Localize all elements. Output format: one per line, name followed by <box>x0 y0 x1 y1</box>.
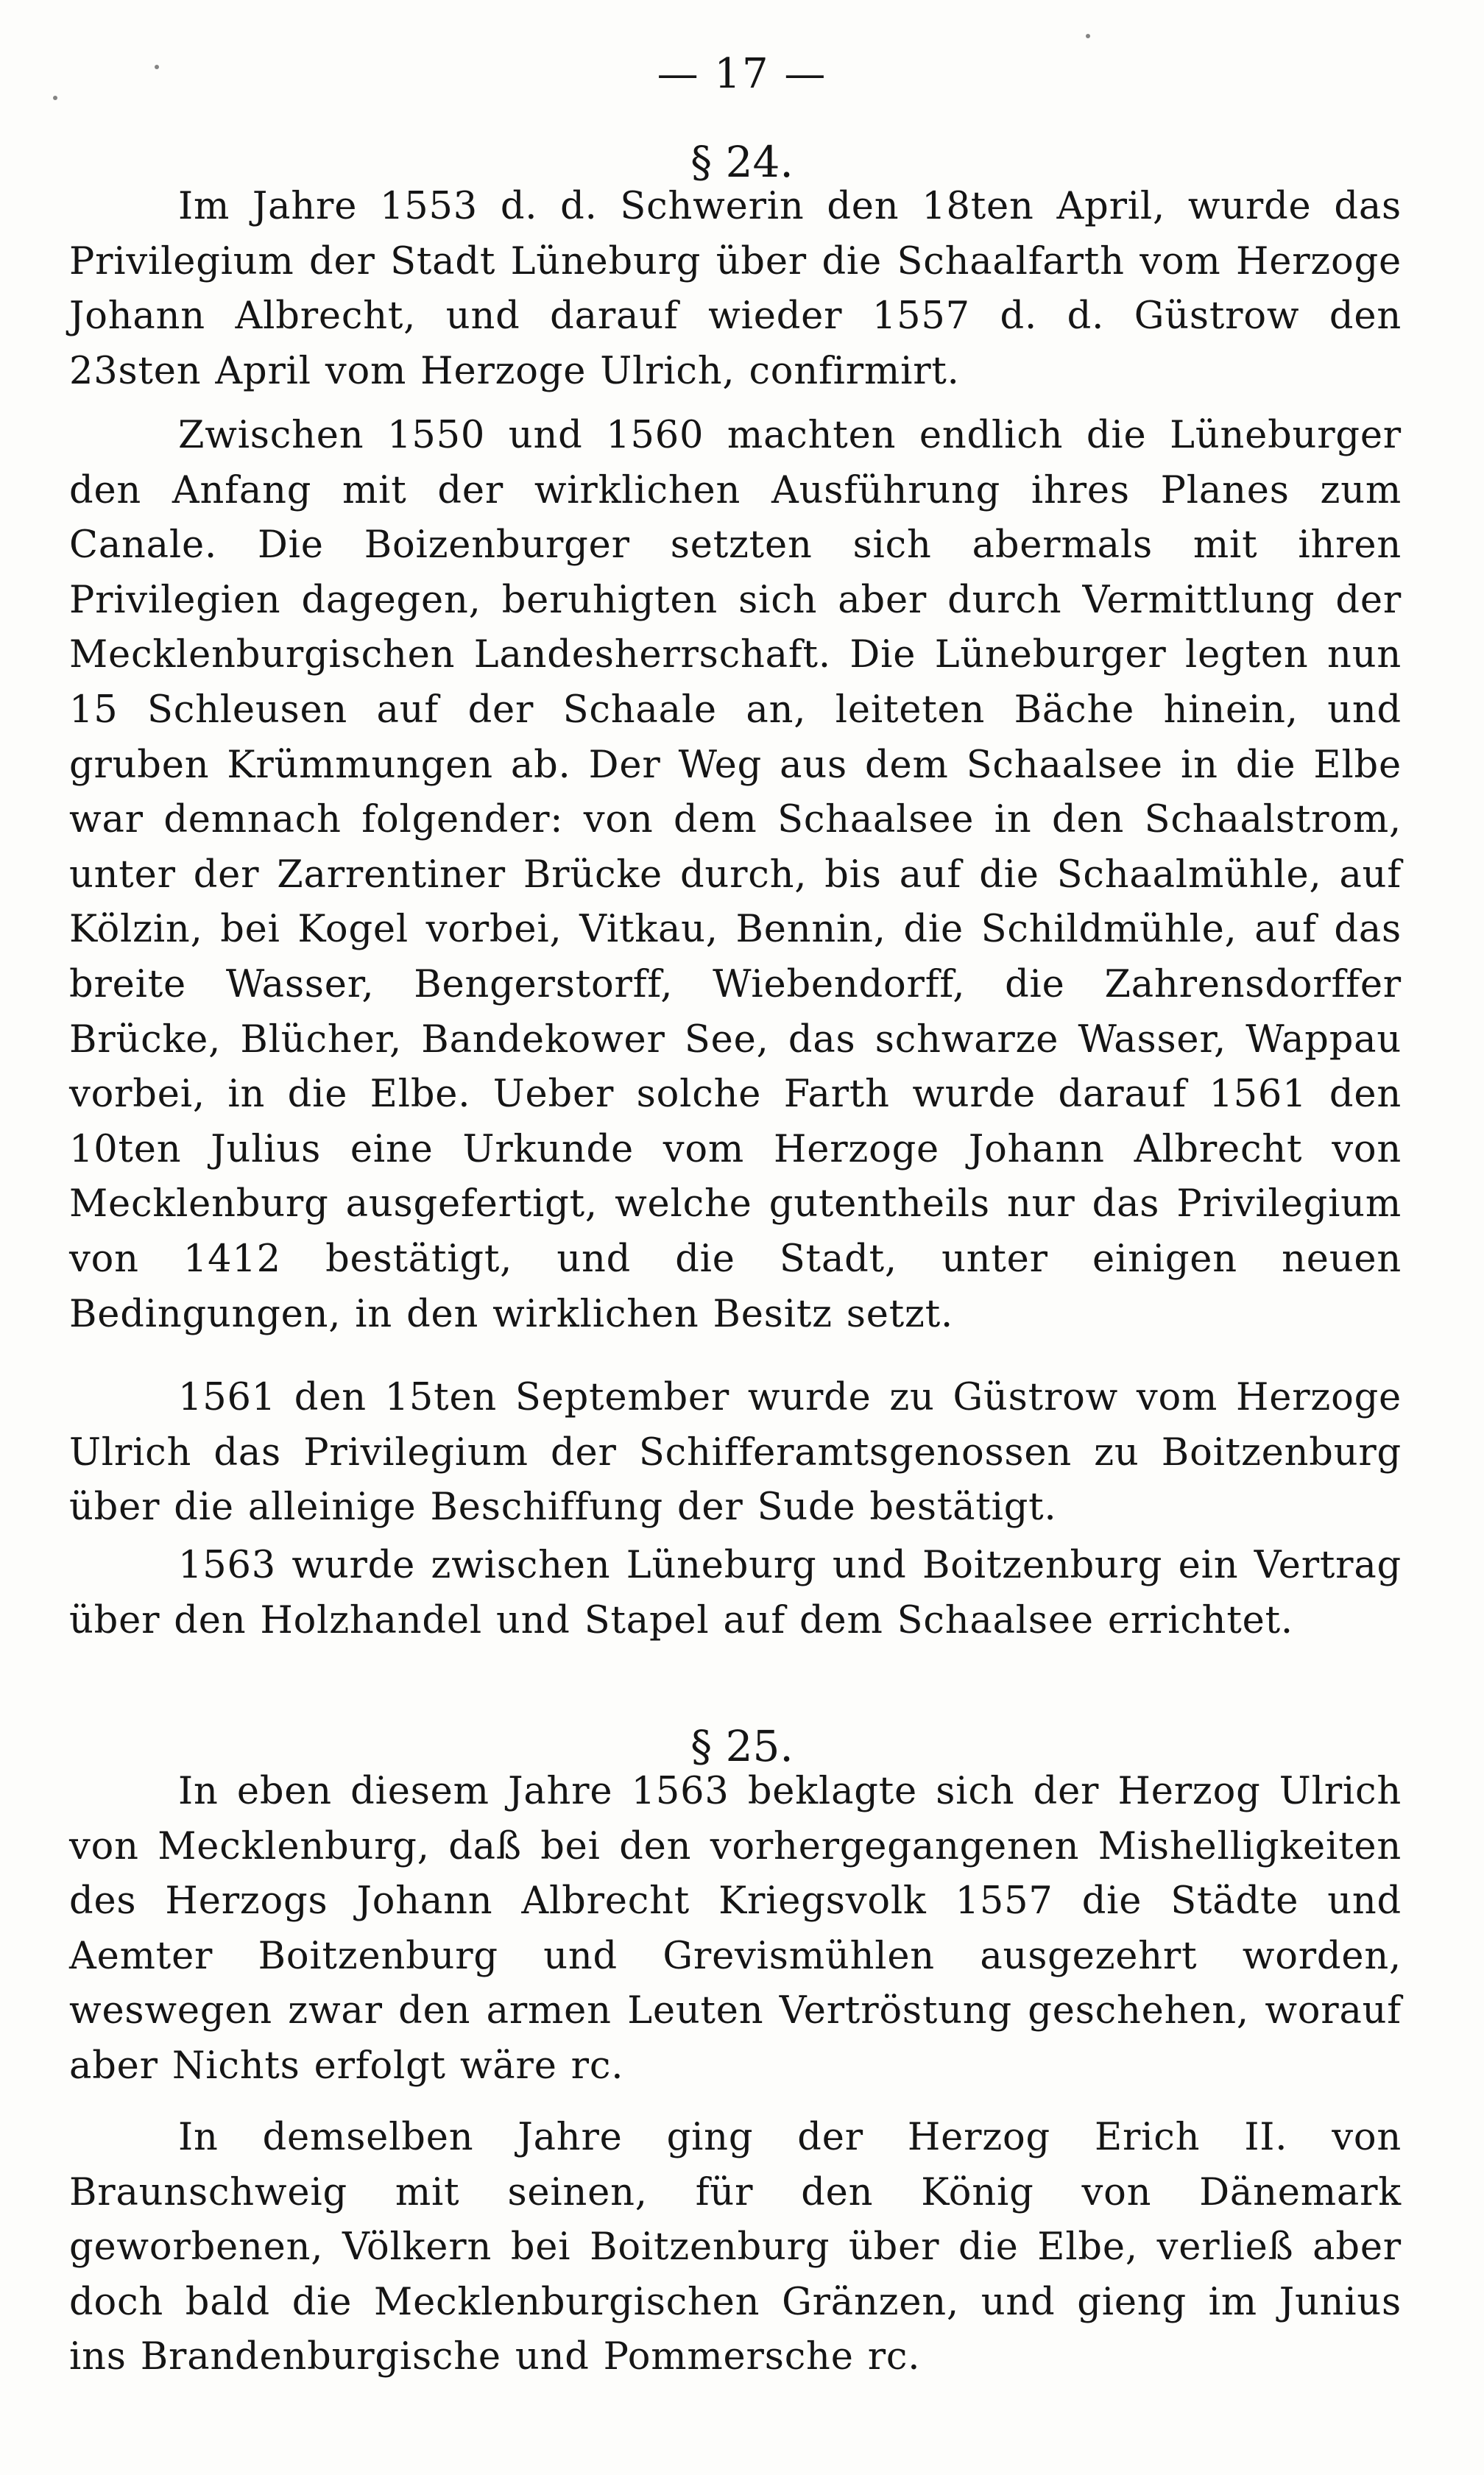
section-heading: § 25. <box>690 1721 794 1771</box>
paragraph: In eben diesem Jahre 1563 beklagte sich der Herzog Ulrich von Mecklenburg, daß bei den vorhergegangenen Mishelligkeiten des Herzogs Johann Albrecht Kriegsvolk 1557 die Städte und Aemter Boitzenburg und Grevismühlen ausgezehrt worden, weswegen zwar den armen Leuten Vertröstung geschehen, worauf aber Nichts erfolgt wäre rc. <box>69 1770 1402 2088</box>
page-number: — 17 — <box>657 50 827 98</box>
print-speck <box>155 65 159 69</box>
paragraph: 1563 wurde zwischen Lüneburg und Boitzenburg ein Vertrag über den Holzhandel und Stapel auf dem Schaalsee errichtet. <box>69 1544 1402 1642</box>
paragraph: 1561 den 15ten September wurde zu Güstrow vom Herzoge Ulrich das Privilegium der Schifferamtsgenossen zu Boitzenburg über die alleinige Beschiffung der Sude bestätigt. <box>69 1376 1402 1530</box>
paragraph: Im Jahre 1553 d. d. Schwerin den 18ten April, wurde das Privilegium der Stadt Lüneburg über die Schaalfarth vom Herzoge Johann Albrecht, und darauf wieder 1557 d. d. Güstrow den 23sten April vom Herzoge Ulrich, confirmirt. <box>69 185 1402 393</box>
print-speck <box>1086 34 1090 38</box>
section-heading: § 24. <box>690 137 794 187</box>
print-speck <box>53 96 57 100</box>
paragraph: Zwischen 1550 und 1560 machten endlich die Lüneburger den Anfang mit der wirklichen Ausführung ihres Planes zum Canale. Die Boizenburger setzten sich abermals mit ihren Privilegien dagegen, beruhigten sich aber durch Vermittlung der Mecklenburgischen Landesherrschaft. Die Lüneburger legten nun 15 Schleusen auf der Schaale an, leiteten Bäche hinein, und gruben Krümmungen ab. Der Weg aus dem Schaalsee in die Elbe war demnach folgender: von dem Schaalsee in den Schaalstrom, unter der Zarrentiner Brücke durch, bis auf die Schaalmühle, auf Kölzin, bei Kogel vorbei, Vitkau, Bennin, die Schildmühle, auf das breite Wasser, Bengerstorff, Wiebendorff, die Zahrensdorffer Brücke, Blücher, Bandekower See, das schwarze Wasser, Wappau vorbei, in die Elbe. Ueber solche Farth wurde darauf 1561 den 10ten Julius eine Urkunde vom Herzoge Johann Albrecht von Mecklenburg ausgefertigt, welche gutentheils nur das Privilegium von 1412 bestätigt, und die Stadt, unter einigen neuen Bedingungen, in den wirklichen Besitz setzt. <box>69 414 1402 1336</box>
paragraph: In demselben Jahre ging der Herzog Erich II. von Braunschweig mit seinen, für den König von Dänemark geworbenen, Völkern bei Boitzenburg über die Elbe, verließ aber doch bald die Mecklenburgischen Gränzen, und gieng im Junius ins Brandenburgische und Pommersche rc. <box>69 2116 1402 2379</box>
